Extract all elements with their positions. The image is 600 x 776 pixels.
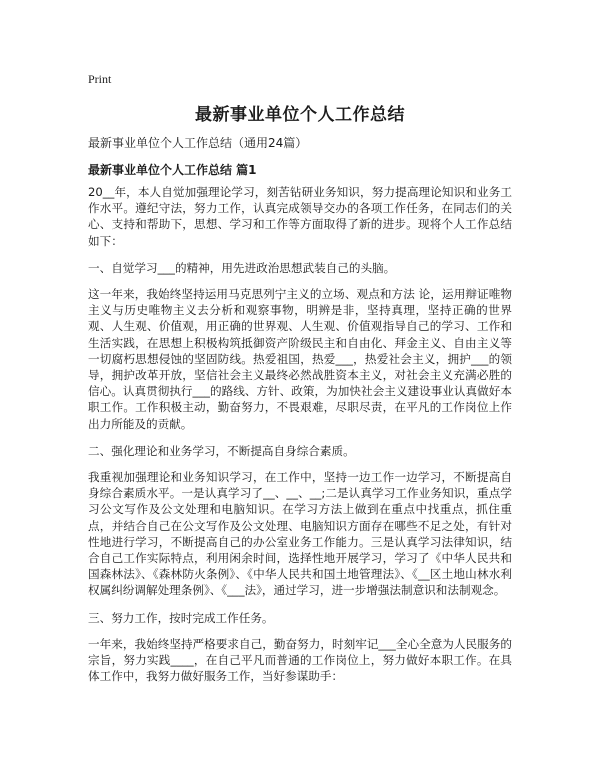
heading-part-1: 一、自觉学习___的精神，用先进政治思想武装自己的头脑。 (88, 260, 396, 275)
heading-part-3: 三、努力工作，按时完成工作任务。 (88, 610, 274, 625)
document-body (88, 184, 512, 695)
document-subtitle: 最新事业单位个人工作总结（通用24篇） (88, 136, 308, 150)
print-label: Print (88, 72, 112, 86)
paragraph-part-3: 一年来，我始终坚持严格要求自己，勤奋努力，时刻牢记___全心全意为人民服务的宗旨，努力实践____，在自己平凡而普通的工作岗位上，努力做好本职工作。在具体工作中，我努力做好服务工作，当好参谋助手： (88, 636, 512, 684)
document-title: 最新事业单位个人工作总结 (195, 105, 405, 125)
section-heading: 最新事业单位个人工作总结 篇1 (88, 163, 257, 177)
paragraph-part-2: 我重视加强理论和业务知识学习，在工作中，坚持一边工作一边学习，不断提高自身综合素质水平。一是认真学习了__、__、__;二是认真学习工作业务知识，重点学习公文写作及公文处理和电脑知识。在学习方法上做到在重点中找重点，抓住重点，并结合自己在公文写作及公文处理、电脑知识方面存在哪些不足之处，有针对性地进行学习，不断提高自己的办公室业务工作能力。三是认真学习法律知识，结合自己工作实际特点，利用闲余时间，选择性地开展学习，学习了《中华人民共和国森林法》、《森林防火条例》、《中华人民共和国土地管理法》、《__区土地山林水利权属纠纷调解处理条例》、《___法》，通过学习，进一步增强法制意识和法制观念。 (88, 470, 512, 598)
heading-part-2: 二、强化理论和业务学习，不断提高自身综合素质。 (88, 443, 355, 458)
paragraph-part-1: 这一年来，我始终坚持运用马克思列宁主义的立场、观点和方法 论，运用辩证唯物主义与历史唯物主义去分析和观察事物，明辨是非，坚持真理，坚持正确的世界观、人生观、价值观，用正确的世界观、人生观、价值观指导自己的学习、工作和生活实践，在思想上积极构筑抵御资产阶级民主和自由化、拜金主义、自由主义等一切腐朽思想侵蚀的坚固防线。热爱祖国，热爱___，热爱社会主义，拥护___的领导，拥护改革开放，坚信社会主义最终必然战胜资本主义，对社会主义充满必胜的信心。认真贯彻执行___的路线、方针、政策，为加快社会主义建设事业认真做好本职工作。工作积极主动，勤奋努力，不畏艰难，尽职尽责，在平凡的工作岗位上作出力所能及的贡献。 (88, 287, 512, 431)
paragraph-intro: 20__年，本人自觉加强理论学习，刻苦钻研业务知识，努力提高理论知识和业务工作水平。遵纪守法，努力工作，认真完成领导交办的各项工作任务，在同志们的关心、支持和帮助下，思想、学习和工作等方面取得了新的进步。现将个人工作总结如下： (88, 185, 512, 248)
